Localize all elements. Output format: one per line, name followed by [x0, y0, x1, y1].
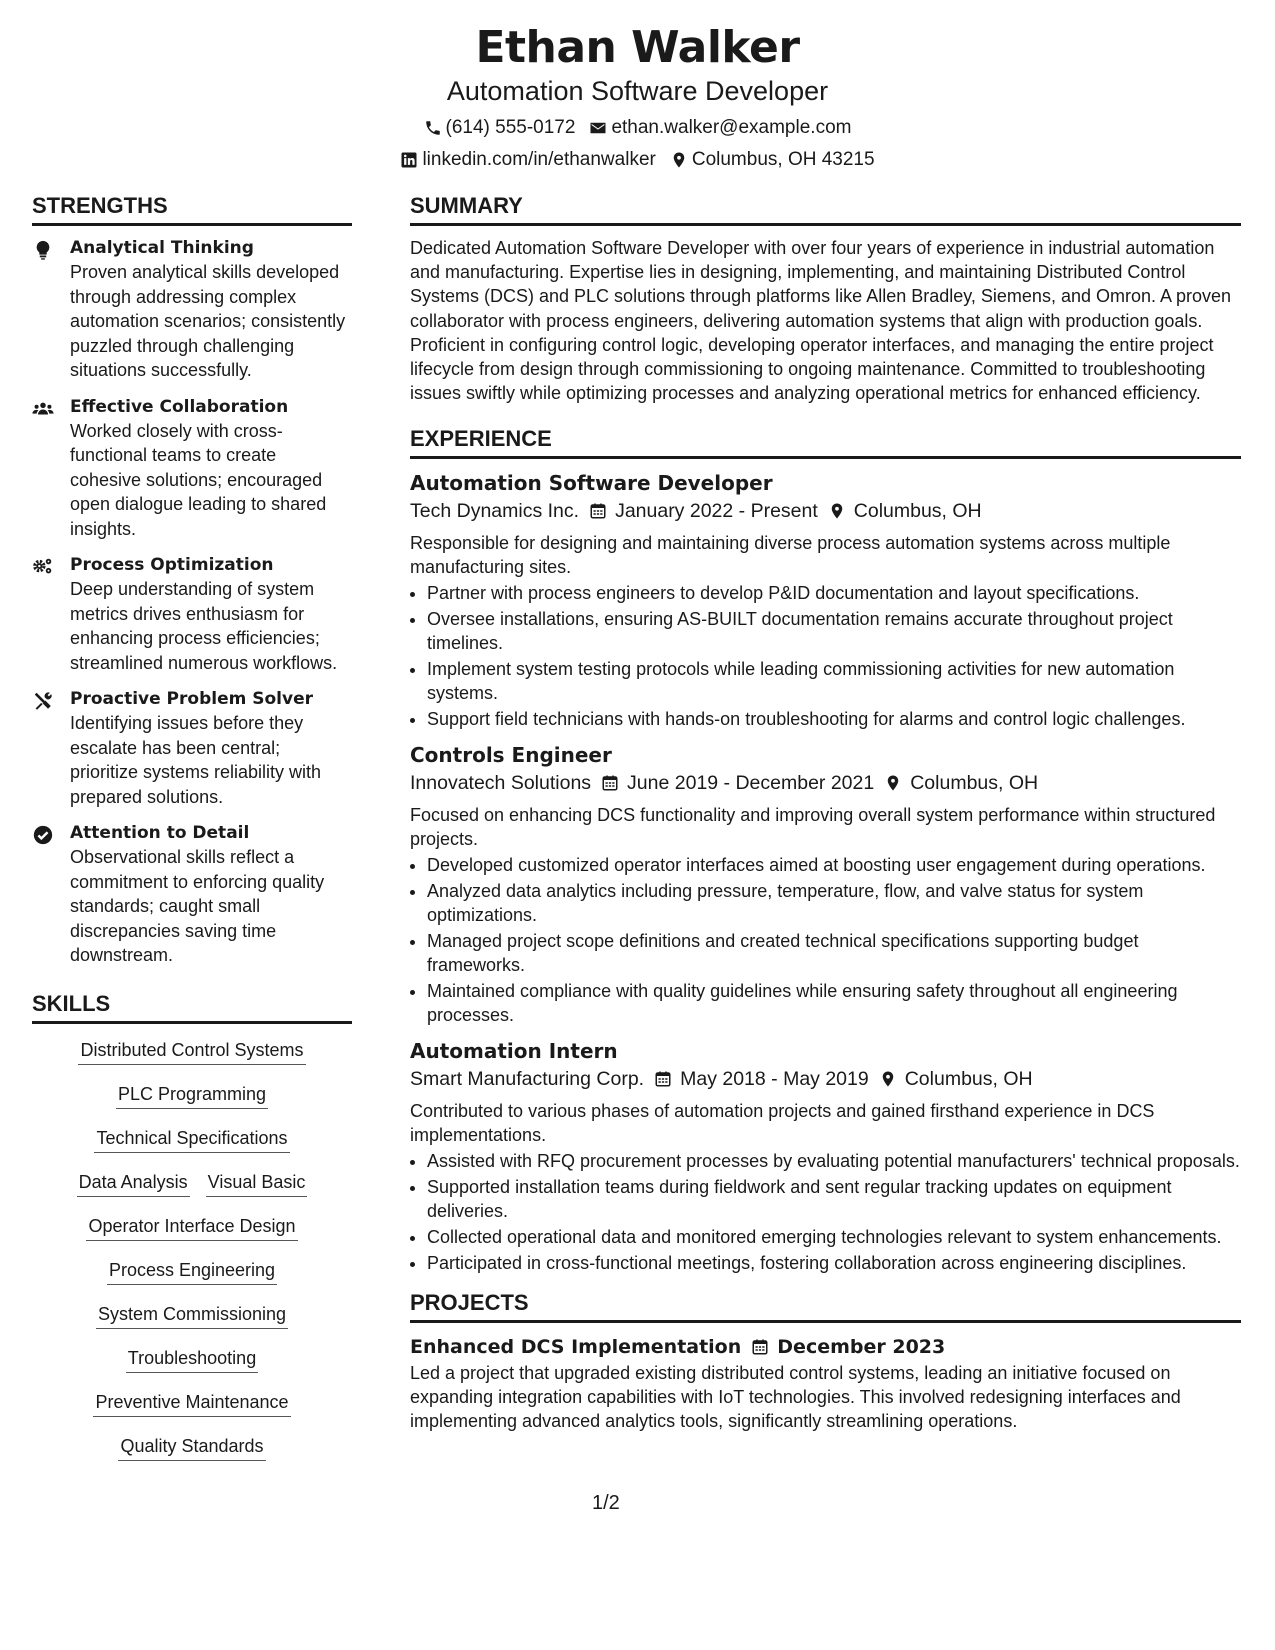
check-circle-icon: [32, 824, 54, 846]
strength-title: Analytical Thinking: [70, 238, 254, 258]
email-contact[interactable]: [589, 116, 851, 140]
job-description: Focused on enhancing DCS functionality and improving overall system performance within structured projects.: [410, 805, 1216, 850]
strength-item: [32, 687, 352, 809]
job-bullets: [410, 853, 1241, 1027]
contact-row-2: [0, 148, 1275, 172]
gears-icon: [32, 556, 54, 578]
job-meta: [410, 769, 1241, 797]
skill-tag: Process Engineering: [107, 1258, 277, 1285]
map-marker-icon: [828, 502, 846, 520]
project-date: December 2023: [777, 1336, 946, 1359]
job-bullets: [410, 581, 1241, 731]
email-text[interactable]: ethan.walker@example.com: [611, 117, 852, 138]
skill-tag: Distributed Control Systems: [78, 1038, 305, 1065]
project-header: [410, 1333, 1241, 1361]
list-item: • Partner with process engineers to develop P&ID documentation and layout specifications.: [427, 581, 1241, 605]
job-title: Automation Software Developer: [410, 471, 773, 496]
job-title: Automation Intern: [410, 1039, 618, 1064]
users-icon: [32, 398, 54, 420]
strength-title: Process Optimization: [70, 555, 274, 575]
right-column: [410, 192, 1241, 1478]
job-description: Responsible for designing and maintaining diverse process automation systems across multiple manufacturing sites.: [410, 533, 1171, 578]
job-entry: [410, 741, 1241, 1027]
project-title: Enhanced DCS Implementation: [410, 1336, 742, 1359]
strength-item: [32, 395, 352, 542]
project-description: Led a project that upgraded existing distributed control systems, leading an initiative focused on expanding integration capabilities with IoT technologies. This involved redesigning interfaces and implementing advanced analytics tools, significantly streamlining operations.: [410, 1363, 1181, 1432]
job-meta: [410, 1065, 1241, 1093]
job-meta: [410, 497, 1241, 525]
job-bullets: [410, 1149, 1241, 1275]
page-number: 1/2: [592, 1492, 620, 1514]
strength-title: Proactive Problem Solver: [70, 689, 313, 709]
phone-icon: [424, 119, 442, 137]
skill-tag: Preventive Maintenance: [93, 1390, 290, 1417]
job-description: Contributed to various phases of automation projects and gained firsthand experience in DCS implementations.: [410, 1101, 1155, 1146]
company-name: Smart Manufacturing Corp.: [410, 1068, 645, 1091]
strengths-heading: STRENGTHS: [32, 192, 352, 226]
skill-tag: System Commissioning: [96, 1302, 288, 1329]
lightbulb-icon: [32, 239, 54, 261]
experience-heading: EXPERIENCE: [410, 425, 1241, 459]
summary-heading: SUMMARY: [410, 192, 1241, 226]
envelope-icon: [589, 119, 607, 137]
candidate-title: Automation Software Developer: [446, 76, 829, 106]
strength-desc: Proven analytical skills developed through addressing complex automation scenarios; consistently puzzled through challenging situations successfully.: [70, 262, 346, 380]
resume-body: [32, 192, 1243, 1478]
location-text: Columbus, OH 43215: [691, 149, 875, 170]
list-item: • Supported installation teams during fieldwork and sent regular tracking updates on equipment deliveries.: [427, 1175, 1241, 1223]
resume-header: [0, 0, 1275, 172]
strength-title: Attention to Detail: [70, 823, 250, 843]
strength-desc: Worked closely with cross-functional teams to create cohesive solutions; encouraged open dialogue leading to shared insights.: [70, 420, 327, 539]
company-name: Tech Dynamics Inc.: [410, 500, 580, 523]
strength-desc: Deep understanding of system metrics drives enthusiasm for enhancing process efficiencies; streamlined numerous workflows.: [70, 579, 338, 673]
skill-tag: Operator Interface Design: [86, 1214, 297, 1241]
calendar-icon: [751, 1338, 769, 1356]
job-dates: January 2022 - Present: [615, 500, 818, 523]
projects-heading: PROJECTS: [410, 1289, 1241, 1323]
linkedin-text[interactable]: linkedin.com/in/ethanwalker: [422, 149, 656, 170]
skill-tag: Technical Specifications: [94, 1126, 289, 1153]
job-location: Columbus, OH: [853, 500, 982, 523]
job-entry: [410, 1037, 1241, 1275]
skill-tag: Quality Standards: [118, 1434, 265, 1461]
skills-heading: SKILLS: [32, 990, 352, 1024]
location-contact: [670, 148, 875, 172]
list-item: • Maintained compliance with quality guidelines while ensuring safety throughout all engineering processes.: [427, 979, 1241, 1027]
strength-title: Effective Collaboration: [70, 396, 289, 417]
job-title: Controls Engineer: [410, 743, 612, 768]
job-location: Columbus, OH: [910, 772, 1039, 795]
calendar-icon: [654, 1070, 672, 1088]
job-dates: May 2018 - May 2019: [680, 1068, 869, 1091]
left-column: [32, 192, 352, 1478]
linkedin-icon: [400, 151, 418, 169]
strength-item: [32, 236, 352, 383]
job-dates: June 2019 - December 2021: [627, 772, 875, 795]
job-location: Columbus, OH: [904, 1068, 1033, 1091]
contact-row-1: [0, 116, 1275, 140]
list-item: • Support field technicians with hands-on troubleshooting for alarms and control logic challenges.: [427, 707, 1241, 731]
skill-tag: PLC Programming: [116, 1082, 268, 1109]
skill-tag: Visual Basic: [206, 1170, 308, 1197]
map-marker-icon: [884, 774, 902, 792]
map-marker-icon: [670, 151, 688, 169]
strength-item: [32, 821, 352, 968]
list-item: • Analyzed data analytics including pressure, temperature, flow, and valve status for system optimizations.: [427, 879, 1241, 927]
strength-item: [32, 553, 352, 675]
strength-desc: Observational skills reflect a commitment to enforcing quality standards; caught small discrepancies saving time downstream.: [70, 847, 325, 965]
list-item: • Managed project scope definitions and created technical specifications supporting budget frameworks.: [427, 929, 1241, 977]
tools-icon: [32, 690, 54, 712]
calendar-icon: [589, 502, 607, 520]
skill-tag: Troubleshooting: [126, 1346, 258, 1373]
phone-contact: [424, 116, 576, 140]
skill-tag: Data Analysis: [77, 1170, 190, 1197]
list-item: • Developed customized operator interfaces aimed at boosting user engagement during operations.: [427, 853, 1241, 877]
summary-text: Dedicated Automation Software Developer with over four years of experience in industrial automation and manufacturing. Expertise lies in designing, implementing, and maintaining Distributed Control Systems (DCS) and PLC solutions through platforms like Allen Bradley, Siemens, and Omron. A proven collaborator with process engineers, delivering automation systems that align with production goals. Proficient in configuring control logic, developing operator interfaces, and managing the entire project lifecycle from design through commissioning to ongoing maintenance. Committed to troubleshooting issues swiftly while optimizing processes and analyzing operational metrics for enhanced efficiency.: [410, 238, 1232, 404]
candidate-name: Ethan Walker: [475, 22, 800, 73]
calendar-icon: [601, 774, 619, 792]
list-item: • Collected operational data and monitored emerging technologies relevant to system enhancements.: [427, 1225, 1241, 1249]
list-item: • Implement system testing protocols while leading commissioning activities for new automation systems.: [427, 657, 1241, 705]
project-entry: [410, 1333, 1241, 1433]
job-entry: [410, 469, 1241, 731]
list-item: • Assisted with RFQ procurement processes by evaluating potential manufacturers' technical proposals.: [427, 1149, 1241, 1173]
list-item: • Participated in cross-functional meetings, fostering collaboration across engineering disciplines.: [427, 1251, 1241, 1275]
company-name: Innovatech Solutions: [410, 772, 592, 795]
linkedin-contact[interactable]: [400, 148, 655, 172]
map-marker-icon: [879, 1070, 897, 1088]
skills-list: [32, 1034, 352, 1461]
phone-text: (614) 555-0172: [445, 117, 576, 138]
list-item: • Oversee installations, ensuring AS-BUILT documentation remains accurate throughout project timelines.: [427, 607, 1241, 655]
strength-desc: Identifying issues before they escalate has been central; prioritize systems reliability with prepared solutions.: [70, 713, 322, 807]
